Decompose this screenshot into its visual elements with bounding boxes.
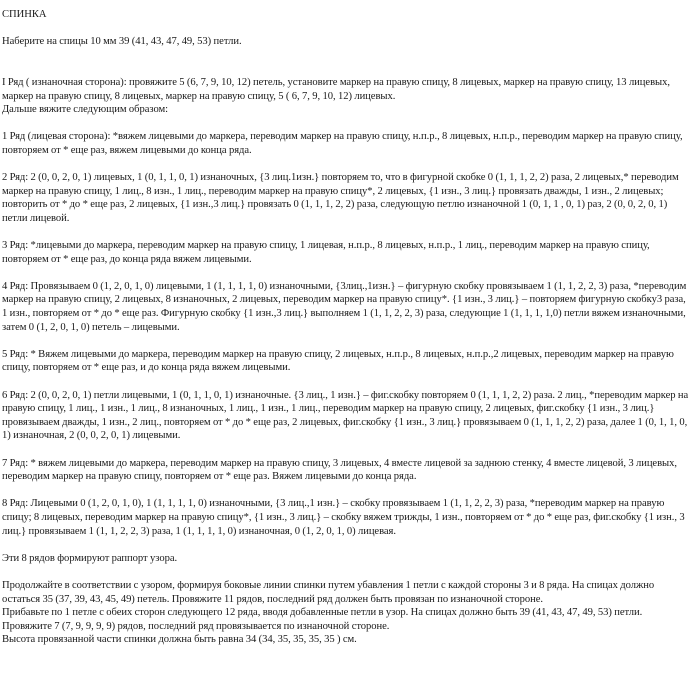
pattern-repeat-note: Эти 8 рядов формируют раппорт узора. bbox=[2, 552, 178, 564]
row-7: 7 Ряд: * вяжем лицевыми до маркера, переводим маркер на правую спицу, 3 лицевых, 4 вместе лицевой за заднюю стенку, 4 вместе лицевой, 3 лицевых, переводим маркер на правую спицу, повторяем от * еще раз. Вяжем лицевыми до конца ряда. bbox=[2, 457, 677, 483]
section-title: СПИНКА bbox=[2, 9, 47, 20]
row-5: 5 Ряд: * Вяжем лицевыми до маркера, переводим маркер на правую спицу, 2 лицевых, н.п.р., 8 лицевых, н.п.р.,2 лицевых, переводим маркер на правую спицу, повторяем от * еще раз, и до конца ряда вяжем лицевыми. bbox=[2, 348, 674, 374]
row-4: 4 Ряд: Провязываем 0 (1, 2, 0, 1, 0) лицевыми, 1 (1, 1, 1, 1, 0) изнаночными, {3лиц.,1изн.} – фигурную скобку провязываем 1 (1, 1, 2, 2, 3) раза, *переводим маркер на правую спицу, 2 лицевых, 8 изнаночных, 2 лицевых, переводим маркер на правую спицу*. {1 изн., 3 лиц.} – повторяем фигурную скобку3 раза, 1 изн., повторяем от * до * еще раз. Фигурную скобку {1 изн.,3 лиц.} выполняем 1 (1, 1, 2, 2, 3) раза, следующие 1 (1, 1, 1, 1,0) петли вяжем изнаночными, затем 0 (1, 2, 0, 1, 0) петель – лицевыми. bbox=[2, 280, 687, 333]
row-1: 1 Ряд (лицевая сторона): *вяжем лицевыми до маркера, переводим маркер на правую спицу, н.п.р., 8 лицевых, н.п.р., переводим маркер на правую спицу, повторяем от * еще раз, вяжем лицевыми до конца ряда. bbox=[2, 131, 683, 156]
continue-note: Дальше вяжите следующим образом: bbox=[2, 104, 169, 116]
row-2: 2 Ряд: 2 (0, 0, 2, 0, 1) лицевых, 1 (0, 1, 1, 0, 1) изнаночных, {3 лиц.1изн.} повторяем то, что в фигурной скобке 0 (1, 1, 1, 2, 2) раза, 2 лицевых,* переводим маркер на правую спицу, 1 лиц., 8 изн., 1 лиц., переводим маркер на правую спицу*, 2 лицевых, {1 изн., 3 лиц.} провязать дважды, 1 изн., 2 лицевых; повторить от * до * еще раз, 2 лицевых, {1 изн.,3 лиц.} провязать 0 (1, 1, 1, 2, 2) раза, следующую петлю изнаночной 1 (0, 1, 1 , 0, 1) раз, 2 (0, 0, 2, 0, 1) петли лицевой. bbox=[2, 172, 679, 224]
row-6: 6 Ряд: 2 (0, 0, 2, 0, 1) петли лицевыми, 1 (0, 1, 1, 0, 1) изнаночные. {3 лиц., 1 изн.} – фиг.скобку повторяем 0 (1, 1, 1, 2, 2) раза. 2 лиц., *переводим маркер на правую спицу, 1 лиц., 1 изн., 1 лиц., 8 изнаночных, 1 лиц., 1 изн., 1 лиц., переводим маркер на правую спицу, 2 лицевых, фиг.скобку {1 изн., 3 лиц.} провязываем дважды, 1 изн., 2 лиц., повторяем от * до * еще раз, 2 лицевых, фиг.скобку {1 изн., 3 лиц.} провязываем 0 (1, 1, 1, 2, 2) раза, далее 1 (0, 1, 1, 0, 1) изнаночная, 2 (0, 0, 2, 0, 1) лицевыми. bbox=[2, 389, 689, 442]
height-instruction: Высота провязанной части спинки должна быть равна 34 (34, 35, 35, 35, 35 ) см. bbox=[2, 634, 357, 646]
row-setup: I Ряд ( изнаночная сторона): провяжите 5 (6, 7, 9, 10, 12) петель, установите маркер на правую спицу, 8 лицевых, маркер на правую спицу, 13 лицевых, маркер на правую спицу, 8 лицевых, маркер на правую спицу, 5 ( 6, 7, 9, 10, 12) лицевых. bbox=[2, 76, 670, 102]
knit-rows-instruction: Провяжите 7 (7, 9, 9, 9, 9) рядов, последний ряд провязывается по изнаночной стороне. bbox=[2, 620, 390, 632]
row-3: 3 Ряд: *лицевыми до маркера, переводим маркер на правую спицу, 1 лицевая, н.п.р., 8 лицевых, н.п.р., 1 лиц., переводим маркер на правую спицу, повторяем от * еще раз, до конца ряда вяжем лицевыми. bbox=[2, 240, 650, 265]
row-8: 8 Ряд: Лицевыми 0 (1, 2, 0, 1, 0), 1 (1, 1, 1, 1, 0) изнаночными, {3 лиц.,1 изн.} – скобку провязываем 1 (1, 1, 2, 2, 3) раза, *переводим маркер на правую спицу; 8 лицевых, переводим маркер на правую спицу*, {1 изн., 3 лиц.} – скобку вяжем трижды, 1 изн., повторяем от * до * еще раз, фиг.скобку {1 изн., 3 лиц.} провязываем 1 (1, 1, 2, 2, 3) раза, 1 (1, 1, 1, 1, 0) изнаночная, 0 (1, 2, 0, 1, 0) лицевая. bbox=[2, 498, 685, 537]
increase-instruction: Прибавьте по 1 петле с обеих сторон следующего 12 ряда, вводя добавленные петли в узор. На спицах должно быть 39 (41, 43, 47, 49, 53) петли. bbox=[2, 607, 643, 619]
cast-on-instruction: Наберите на спицы 10 мм 39 (41, 43, 47, 49, 53) петли. bbox=[2, 36, 242, 48]
decrease-instruction: Продолжайте в соответствии с узором, формируя боковые линии спинки путем убавления 1 петли с каждой стороны 3 и 8 ряда. На спицах должно остаться 35 (37, 39, 43, 45, 49) петель. Провяжите 11 рядов, последний ряд должен быть провязан по изнаночной стороне. bbox=[2, 579, 655, 605]
